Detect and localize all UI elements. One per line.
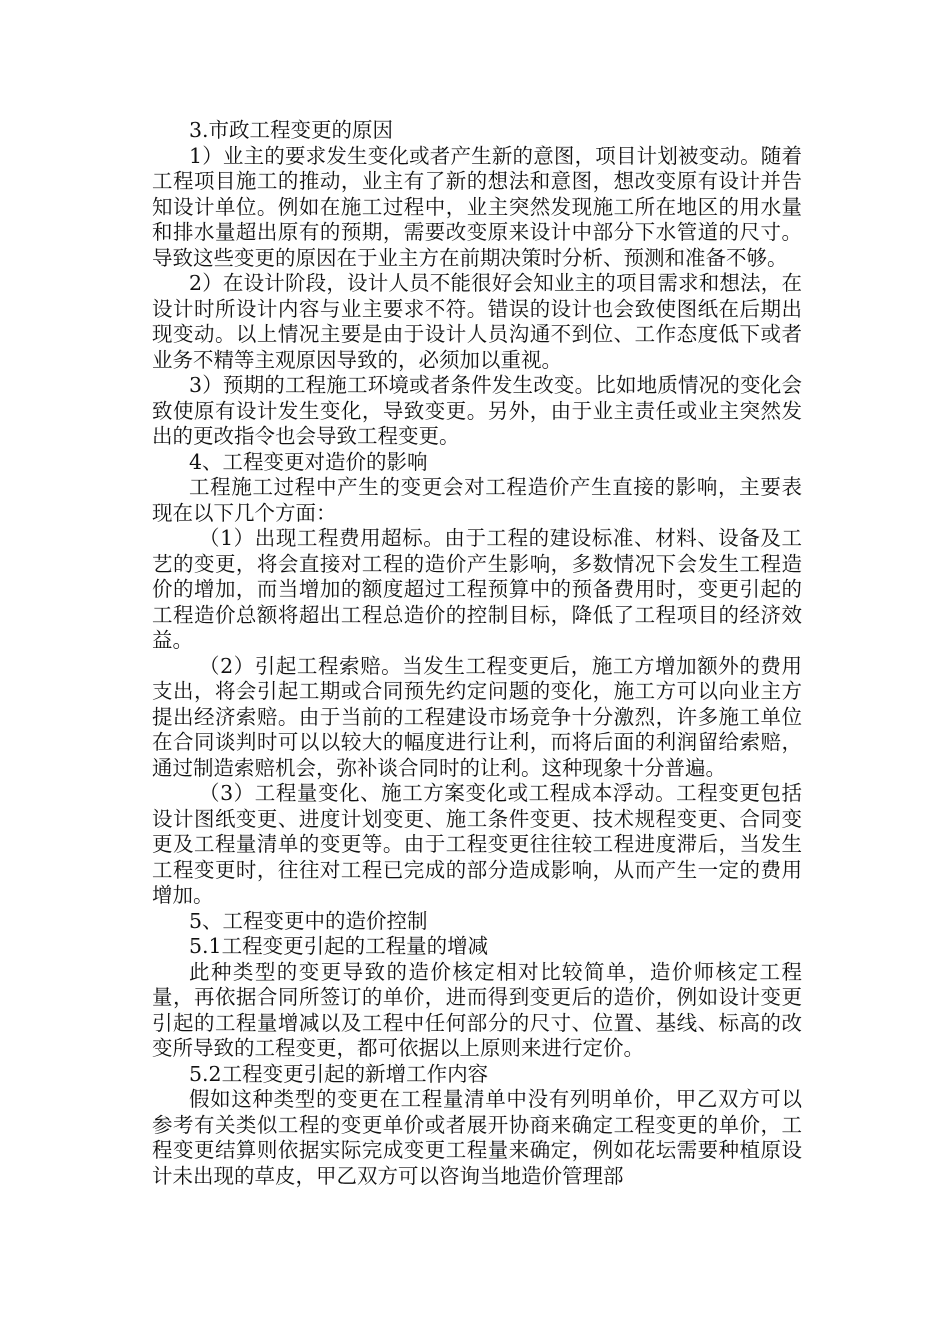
subsection-heading: 5.2工程变更引起的新增工作内容 bbox=[189, 1061, 489, 1086]
body-paragraph: 3）预期的工程施工环境或者条件发生改变。比如地质情况的变化会致使原有设计发生变化，导致变更。另外，由于业主责任或业主突然发出的更改指令也会导致工程变更。 bbox=[152, 373, 802, 448]
section-heading: 4、工程变更对造价的影响 bbox=[189, 449, 428, 474]
section-heading: 5、工程变更中的造价控制 bbox=[189, 908, 428, 933]
body-paragraph: 工程施工过程中产生的变更会对工程造价产生直接的影响，主要表现在以下几个方面： bbox=[152, 475, 802, 525]
body-paragraph: 1）业主的要求发生变化或者产生新的意图，项目计划被变动。随着工程项目施工的推动，业主有了新的想法和意图，想改变原有设计并告知设计单位。例如在施工过程中，业主突然发现施工所在地区的用水量和排水量超出原有的预期，需要改变原来设计中部分下水管道的尺寸。导致这些变更的原因在于业主方在前期决策时分析、预测和准备不够。 bbox=[152, 143, 802, 270]
list-item: （1）出现工程费用超标。由于工程的建设标准、材料、设备及工艺的变更，将会直接对工程的造价产生影响，多数情况下会发生工程造价的增加，而当增加的额度超过工程预算中的预备费用时，变更引起的工程造价总额将超出工程总造价的控制目标，降低了工程项目的经济效益。 bbox=[152, 526, 802, 652]
body-paragraph: 2）在设计阶段，设计人员不能很好会知业主的项目需求和想法，在设计时所设计内容与业主要求不符。错误的设计也会致使图纸在后期出现变动。以上情况主要是由于设计人员沟通不到位、工作态度低下或者业务不精等主观原因导致的，必须加以重视。 bbox=[152, 271, 802, 372]
body-paragraph: 假如这种类型的变更在工程量清单中没有列明单价，甲乙双方可以参考有关类似工程的变更单价或者展开协商来确定工程变更的单价，工程变更结算则依据实际完成变更工程量来确定，例如花坛需要种植原设计未出现的草皮，甲乙双方可以咨询当地造价管理部 bbox=[152, 1087, 802, 1188]
list-item: （2）引起工程索赔。当发生工程变更后，施工方增加额外的费用支出，将会引起工期或合同预先约定问题的变化，施工方可以向业主方提出经济索赔。由于当前的工程建设市场竞争十分激烈，许多施工单位在合同谈判时可以以较大的幅度进行让利，而将后面的利润留给索赔，通过制造索赔机会，弥补谈合同时的让利。这种现象十分普遍。 bbox=[152, 653, 802, 780]
list-item: （3）工程量变化、施工方案变化或工程成本浮动。工程变更包括设计图纸变更、进度计划变更、施工条件变更、技术规程变更、合同变更及工程量清单的变更等。由于工程变更往往较工程进度滞后，当发生工程变更时，往往对工程已完成的部分造成影响，从而产生一定的费用增加。 bbox=[152, 781, 802, 907]
body-paragraph: 此种类型的变更导致的造价核定相对比较简单，造价师核定工程量，再依据合同所签订的单价，进而得到变更后的造价，例如设计变更引起的工程量增减以及工程中任何部分的尺寸、位置、基线、标高的改变所导致的工程变更，都可依据以上原则来进行定价。 bbox=[152, 959, 802, 1060]
section-heading: 3.市政工程变更的原因 bbox=[189, 118, 394, 142]
subsection-heading: 5.1工程变更引起的工程量的增减 bbox=[189, 934, 489, 958]
document-body bbox=[152, 118, 802, 1189]
